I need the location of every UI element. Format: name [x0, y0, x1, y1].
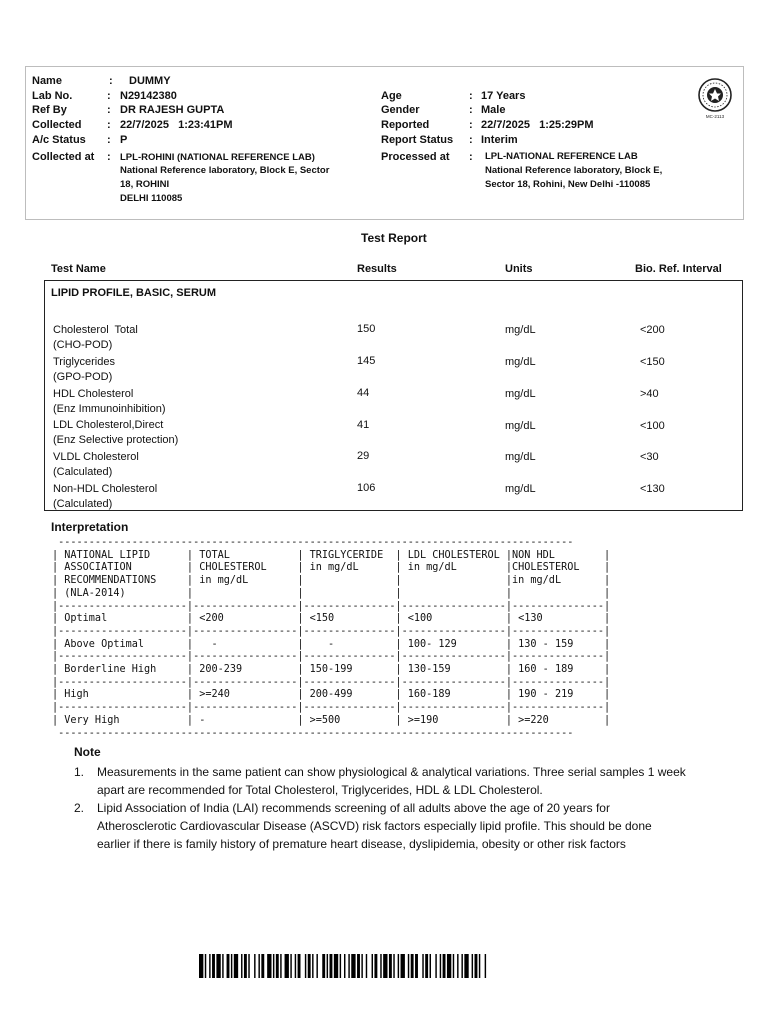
barcode-bar [227, 954, 230, 978]
barcode-bar [258, 954, 259, 978]
barcode-bar [290, 954, 291, 978]
barcode-bar [393, 954, 394, 978]
test-unit: mg/dL [505, 388, 536, 400]
acstatus-label: A/c Status [32, 134, 86, 146]
barcode [199, 954, 590, 978]
test-method: (CHO-POD) [53, 339, 113, 351]
barcode-bar [430, 954, 431, 978]
barcode-bar [205, 954, 206, 978]
barcode-bar [374, 954, 377, 978]
test-unit: mg/dL [505, 451, 536, 463]
ac-status: P [120, 134, 128, 146]
note-number: 1. [74, 765, 85, 779]
colon: : [107, 151, 111, 163]
results-box [44, 280, 743, 511]
barcode-bar [372, 954, 373, 978]
barcode-bar [453, 954, 454, 978]
processedat-line: Sector 18, Rohini, New Delhi -110085 [485, 179, 651, 190]
report-title: Test Report [361, 231, 427, 245]
processedat-label: Processed at [381, 151, 450, 163]
barcode-bar [312, 954, 313, 978]
panel-title: LIPID PROFILE, BASIC, SERUM [51, 287, 217, 299]
test-name: Triglycerides [53, 356, 115, 368]
barcode-bar [280, 954, 281, 978]
collectedat-line: National Reference laboratory, Block E, Sector [120, 165, 330, 176]
barcode-bar [273, 954, 274, 978]
barcode-bar [422, 954, 423, 978]
test-result: 145 [357, 355, 376, 367]
barcode-bar [212, 954, 215, 978]
barcode-bar [425, 954, 428, 978]
barcode-bar [285, 954, 289, 978]
barcode-bar [199, 954, 203, 978]
barcode-bar [398, 954, 399, 978]
col-ref-interval: Bio. Ref. Interval [635, 263, 722, 275]
note-text: Measurements in the same patient can show physiological & analytical variations. Three serial samples 1 week apart are recommended for Total Cholesterol, Triglycerides, HDL & LDL Cholesterol. [97, 765, 686, 797]
barcode-bar [457, 954, 458, 978]
test-ref: <130 [640, 483, 665, 495]
barcode-bar [408, 954, 409, 978]
test-method: (Calculated) [53, 498, 113, 510]
barcode-bar [308, 954, 311, 978]
labno-label: Lab No. [32, 90, 73, 102]
reported-datetime: 22/7/2025 1:25:29PM [481, 119, 594, 131]
test-ref: <30 [640, 451, 659, 463]
barcode-bar [461, 954, 462, 978]
nla-interpretation-table: ------------------------------------------------------------------------------------ | NATIONAL LIPID | TOTAL | TRIGLYCERIDE | LDL CHOLESTEROL |NON HDL | | ASSOCIATION | CHOLESTEROL | in mg/dL | in mg/dL |CHOLESTEROL | | RECOMMENDATIONS | in mg/dL | | |in mg/dL | | (NLA-2014) | | | | | |---------------------|-----------------|---------------|-----------------|---------------| | Optimal | <200 | <150 | <100 | <130 | |---------------------|-----------------|---------------|-----------------|---------------| | Above Optimal | - | - | 100- 129 | 130 - 159 | |---------------------|-----------------|---------------|-----------------|---------------| | Borderline High | 200-239 | 150-199 | 130-159 | 160 - 189 | |---------------------|-----------------|---------------|-----------------|---------------| | High | >=240 | 200-499 | 160-189 | 190 - 219 | |---------------------|-----------------|---------------|-----------------|---------------| | Very High | - | >=500 | >=190 | >=220 | ------------------------------------------------------------------------------------ [52, 537, 611, 739]
barcode-bar [330, 954, 333, 978]
collected-label: Collected [32, 119, 82, 131]
refby-label: Ref By [32, 104, 67, 116]
collected-datetime: 22/7/2025 1:23:41PM [120, 119, 233, 131]
barcode-bar [216, 954, 220, 978]
barcode-bar [305, 954, 306, 978]
reportstatus-label: Report Status [381, 134, 454, 146]
colon: : [107, 104, 111, 116]
test-result: 29 [357, 450, 370, 462]
test-method: (Calculated) [53, 466, 113, 478]
barcode-bar [366, 954, 367, 978]
barcode-bar [389, 954, 392, 978]
age-label: Age [381, 90, 402, 102]
interpretation-title: Interpretation [51, 520, 129, 534]
gender-value: Male [481, 104, 506, 116]
barcode-bar [298, 954, 301, 978]
processedat-line: LPL-NATIONAL REFERENCE LAB [485, 151, 638, 162]
col-test-name: Test Name [51, 263, 106, 275]
barcode-bar [276, 954, 279, 978]
barcode-bar [267, 954, 271, 978]
barcode-bar [244, 954, 247, 978]
test-unit: mg/dL [505, 324, 536, 336]
barcode-bar [254, 954, 255, 978]
barcode-bar [479, 954, 480, 978]
barcode-bar [383, 954, 387, 978]
colon: : [107, 90, 111, 102]
test-method: (Enz Immunoinhibition) [53, 403, 166, 415]
test-name: HDL Cholesterol [53, 388, 134, 400]
barcode-bar [248, 954, 249, 978]
barcode-bar [234, 954, 238, 978]
barcode-bar [475, 954, 478, 978]
colon: : [469, 119, 473, 131]
col-results: Results [357, 263, 397, 275]
collectedat-line: LPL-ROHINI (NATIONAL REFERENCE LAB) [120, 152, 315, 163]
reported-label: Reported [381, 119, 430, 131]
barcode-bar [322, 954, 325, 978]
barcode-bar [222, 954, 223, 978]
test-name: Non-HDL Cholesterol [53, 483, 158, 495]
colon: : [469, 151, 473, 163]
note-title: Note [74, 745, 101, 759]
test-unit: mg/dL [505, 356, 536, 368]
colon: : [107, 119, 111, 131]
barcode-bar [261, 954, 264, 978]
gender-label: Gender [381, 104, 420, 116]
collectedat-line: DELHI 110085 [120, 193, 183, 204]
test-method: (GPO-POD) [53, 371, 113, 383]
barcode-bar [361, 954, 362, 978]
test-name: LDL Cholesterol,Direct [53, 419, 164, 431]
test-ref: <200 [640, 324, 665, 336]
report-status: Interim [481, 134, 518, 146]
barcode-bar [380, 954, 381, 978]
test-unit: mg/dL [505, 420, 536, 432]
barcode-bar [340, 954, 341, 978]
seal-text: MC-2113 [705, 114, 725, 119]
colon: : [109, 75, 113, 87]
colon: : [107, 134, 111, 146]
collectedat-line: 18, ROHINI [120, 179, 170, 190]
referring-doctor: DR RAJESH GUPTA [120, 104, 225, 116]
barcode-bar [241, 954, 242, 978]
barcode-bar [316, 954, 317, 978]
barcode-bar [209, 954, 210, 978]
name-label: Name [32, 75, 62, 87]
test-unit: mg/dL [505, 483, 536, 495]
col-units: Units [505, 263, 533, 275]
barcode-bar [401, 954, 405, 978]
barcode-bar [464, 954, 468, 978]
barcode-bar [327, 954, 328, 978]
test-result: 150 [357, 323, 376, 335]
barcode-bar [411, 954, 414, 978]
accreditation-seal-icon [695, 76, 735, 120]
test-method: (Enz Selective protection) [53, 434, 179, 446]
barcode-bar [440, 954, 441, 978]
test-name: VLDL Cholesterol [53, 451, 139, 463]
test-result: 41 [357, 419, 370, 431]
test-result: 44 [357, 387, 370, 399]
barcode-bar [435, 954, 436, 978]
barcode-bar [351, 954, 355, 978]
collectedat-label: Collected at [32, 151, 95, 163]
test-name: Cholesterol Total [53, 324, 138, 336]
barcode-bar [231, 954, 232, 978]
note-text: Lipid Association of India (LAI) recommends screening of all adults above the age of 20 years for Atherosclerotic Cardiovascular Disease (ASCVD) risk factors especially lipid profile. This should be done earlier if there is family history of premature heart disease, dyslipidemia, obesity or other risk factors [97, 801, 652, 851]
barcode-bar [344, 954, 345, 978]
colon: : [469, 104, 473, 116]
age-value: 17 Years [481, 90, 526, 102]
barcode-bar [295, 954, 296, 978]
barcode-bar [447, 954, 451, 978]
barcode-bar [334, 954, 338, 978]
barcode-bar [348, 954, 349, 978]
test-ref: >40 [640, 388, 659, 400]
colon: : [469, 90, 473, 102]
barcode-bar [472, 954, 473, 978]
test-result: 106 [357, 482, 376, 494]
colon: : [469, 134, 473, 146]
patient-name: DUMMY [129, 75, 171, 87]
barcode-bar [357, 954, 360, 978]
barcode-bar [415, 954, 418, 978]
note-number: 2. [74, 801, 85, 815]
lab-number: N29142380 [120, 90, 177, 102]
test-ref: <150 [640, 356, 665, 368]
barcode-bar [485, 954, 486, 978]
test-ref: <100 [640, 420, 665, 432]
barcode-bar [443, 954, 446, 978]
processedat-line: National Reference laboratory, Block E, [485, 165, 663, 176]
